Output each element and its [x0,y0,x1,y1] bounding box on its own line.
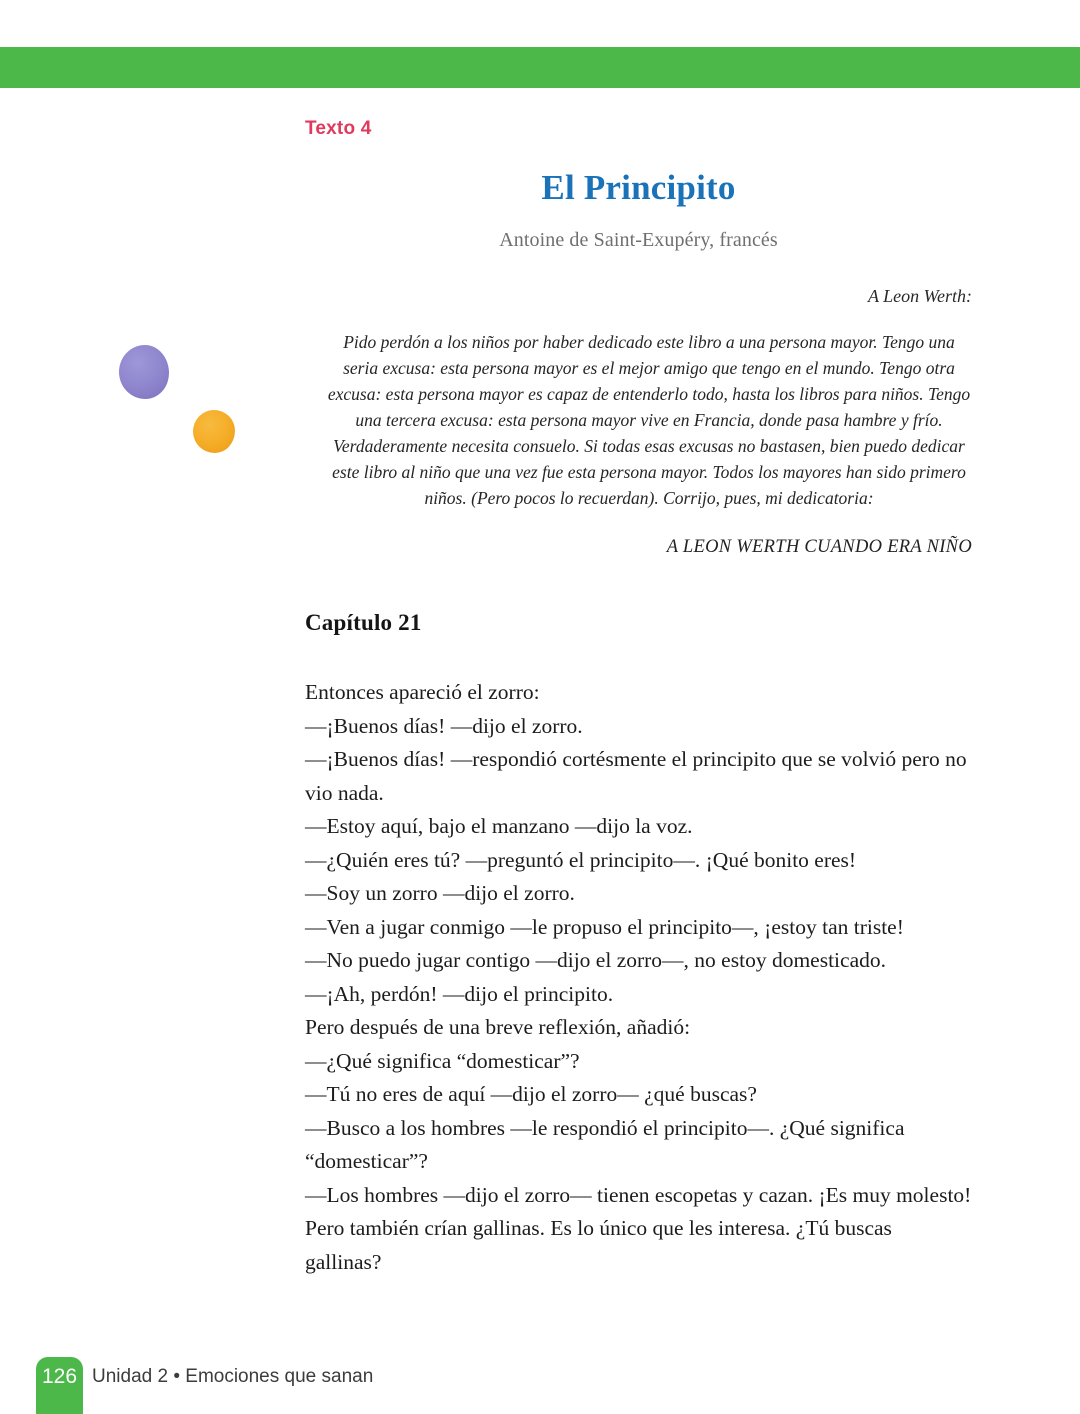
dedication-signature: A LEON WERTH CUANDO ERA NIÑO [666,537,972,557]
body-paragraph: —Soy un zorro —dijo el zorro. [305,881,575,905]
content-column [305,0,972,1279]
page-title: El Principito [541,168,736,207]
purple-circle-decoration [119,345,169,399]
chapter-heading: Capítulo 21 [305,610,422,635]
body-paragraph: —¿Qué significa “domesticar”? [305,1048,580,1073]
chapter-body [305,636,972,1279]
body-paragraph: —¡Buenos días! —dijo el zorro. [305,713,583,738]
body-paragraph: —Estoy aquí, bajo el manzano —dijo la voz. [305,814,693,838]
body-paragraph: —Los hombres —dijo el zorro— tienen escopetas y cazan. ¡Es muy molesto! Pero también crían gallinas. Es lo único que les interesa. ¿Tú buscas gallinas? [305,1182,972,1274]
body-paragraph: —Tú no eres de aquí —dijo el zorro— ¿qué buscas? [305,1082,757,1106]
dedication-body: Pido perdón a los niños por haber dedicado este libro a una persona mayor. Tengo una seria excusa: esta persona mayor es el mejor amigo que tengo en el mundo. Tengo otra excusa: esta persona mayor es capaz de entenderlo todo, hasta los libros para niños. Tengo una tercera excusa: esta persona mayor vive en Francia, donde pasa hambre y frío. Verdaderamente necesita consuelo. Si todas esas excusas no bastasen, bien puedo dedicar este libro al niño que una vez fue esta persona mayor. Todos los mayores han sido primero niños. (Pero pocos lo recuerdan). Corrijo, pues, mi dedicatoria: [327,332,971,508]
body-paragraph: —No puedo jugar contigo —dijo el zorro—, no estoy domesticado. [305,948,886,972]
body-paragraph: Entonces apareció el zorro: [305,680,540,704]
dedication-dedicatee: A Leon Werth: [867,286,972,306]
body-paragraph: —¿Quién eres tú? —preguntó el principito—. ¡Qué bonito eres! [305,847,857,872]
author-byline: Antoine de Saint-Exupéry, francés [499,229,778,251]
orange-circle-decoration [193,410,235,453]
body-paragraph: —Busco a los hombres —le respondió el principito—. ¿Qué significa “domesticar”? [305,1115,905,1173]
body-paragraph: Pero después de una breve reflexión, añadió: [305,1015,691,1039]
body-paragraph: —¡Ah, perdón! —dijo el principito. [305,981,614,1006]
body-paragraph: —Ven a jugar conmigo —le propuso el principito—, ¡estoy tan triste! [305,914,904,939]
body-paragraph: —¡Buenos días! —respondió cortésmente el principito que se volvió pero no vio nada. [305,747,967,805]
page-footer [0,1342,1080,1414]
text-kicker-label: Texto 4 [305,118,372,139]
page-number-badge: 126 [36,1357,83,1414]
footer-unit-label: Unidad 2 • Emociones que sanan [92,1366,374,1387]
